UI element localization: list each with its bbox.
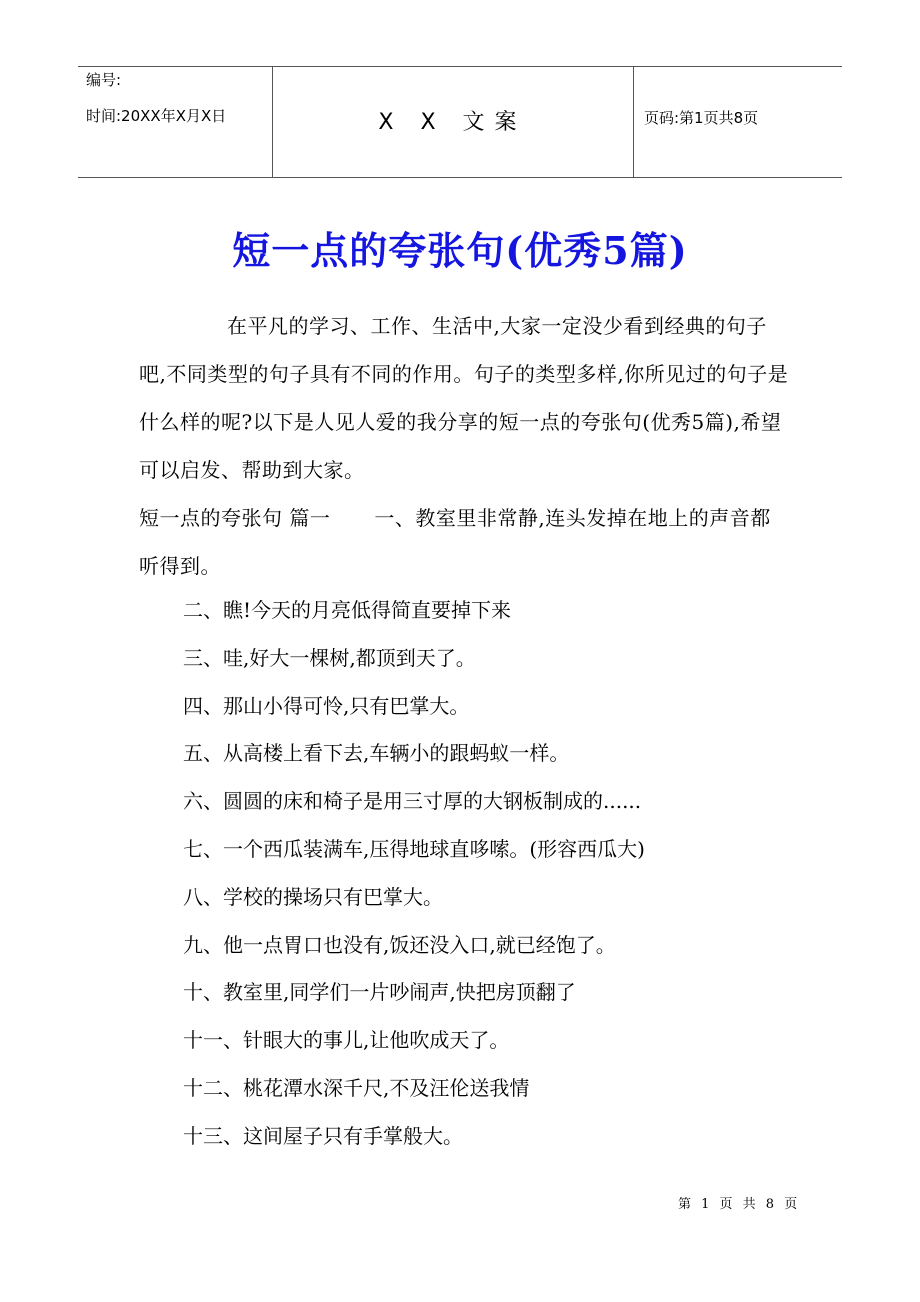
exaggeration-list	[183, 592, 645, 1166]
list-item: 十二、桃花潭水深千尺,不及汪伦送我情	[183, 1075, 530, 1100]
list-item: 八、学校的操场只有巴掌大。	[183, 884, 443, 909]
list-item: 五、从高楼上看下去,车辆小的跟蚂蚁一样。	[183, 741, 570, 766]
list-item: 十、教室里,同学们一片吵闹声,快把房顶翻了	[183, 980, 576, 1005]
page-footer: 第 1 页 共 8 页	[678, 1197, 801, 1212]
list-item: 三、哇,好大一棵树,都顶到天了。	[183, 645, 476, 670]
section-first-item: 一、教室里非常静,连头发掉在地上的声音都听得到。	[139, 506, 771, 578]
list-item: 四、那山小得可怜,只有巴掌大。	[183, 693, 470, 718]
list-item: 六、圆圆的床和椅子是用三寸厚的大钢板制成的......	[183, 789, 642, 814]
page-info: 页码:第1页共8页	[644, 109, 759, 127]
section-heading: 短一点的夸张句 篇一	[139, 506, 331, 530]
header-title: X X 文案	[378, 110, 527, 135]
header-divider	[633, 67, 634, 177]
list-item: 七、一个西瓜装满车,压得地球直哆嗦。(形容西瓜大)	[183, 836, 645, 861]
list-item: 十一、针眼大的事儿,让他吹成天了。	[183, 1028, 510, 1053]
list-item: 九、他一点胃口也没有,饭还没入口,就已经饱了。	[183, 932, 616, 957]
time-label: 时间:20XX年X月X日	[86, 107, 227, 125]
document-header	[78, 66, 842, 178]
section-paragraph	[139, 494, 789, 590]
list-item: 十三、这间屋子只有手掌般大。	[183, 1123, 463, 1148]
document-title: 短一点的夸张句(优秀5篇)	[232, 228, 688, 273]
code-label: 编号:	[86, 71, 122, 89]
list-item: 二、瞧!今天的月亮低得简直要掉下来	[183, 598, 512, 622]
intro-paragraph: 在平凡的学习、工作、生活中,大家一定没少看到经典的句子吧,不同类型的句子具有不同的作用。句子的类型多样,你所见过的句子是什么样的呢?以下是人见人爱的我分享的短一点的夸张句(优秀5篇),希望可以启发、帮助到大家。	[139, 314, 789, 482]
